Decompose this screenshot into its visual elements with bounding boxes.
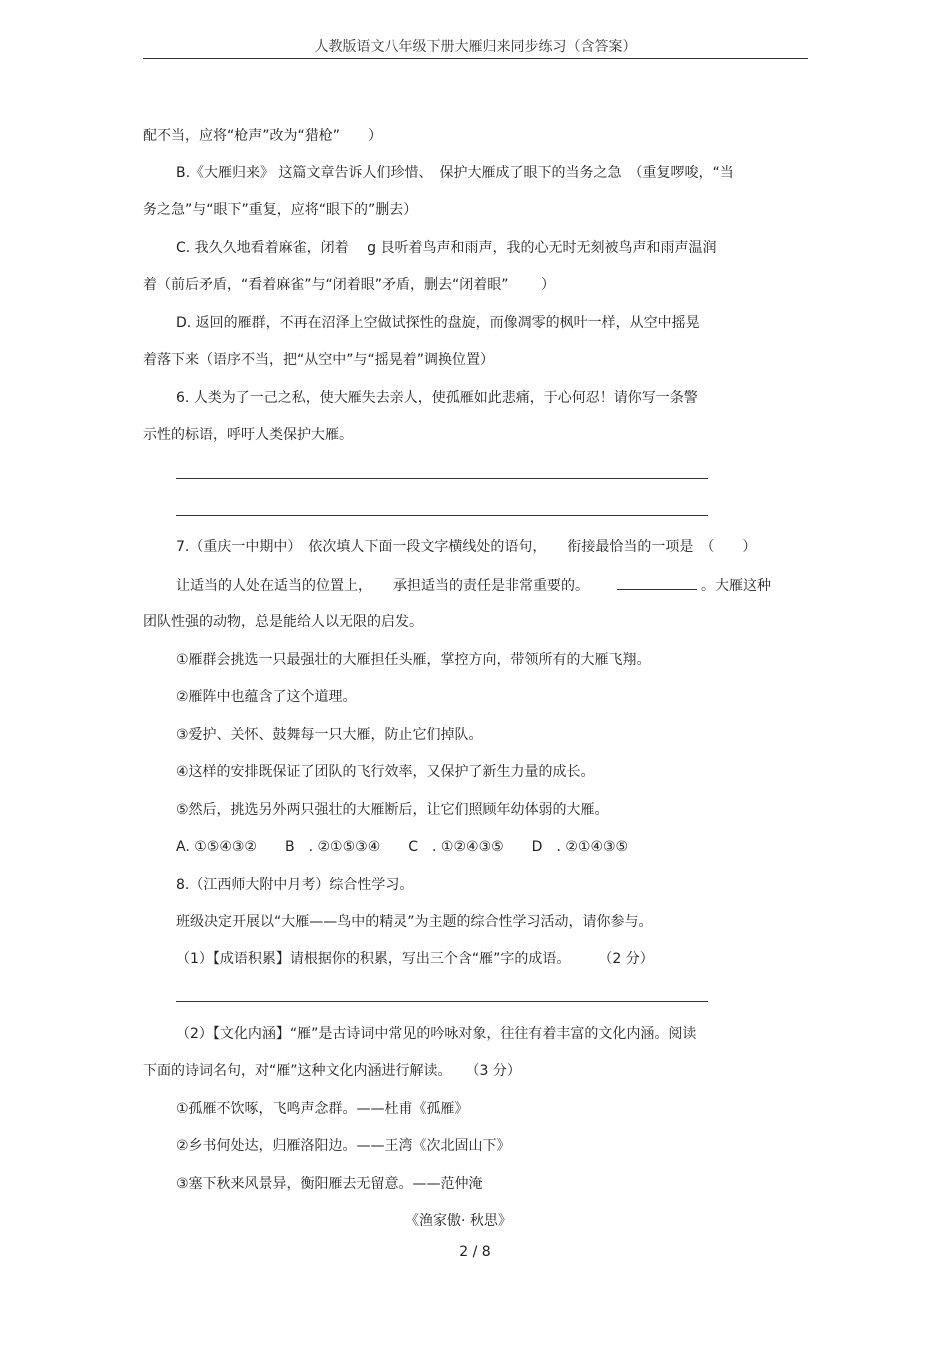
- text-line: 着（前后矛盾，“看着麻雀”与“闭着眼”矛盾，删去“闭着眼” ）: [143, 277, 555, 293]
- text-line: 团队性强的动物，总是能给人以无限的启发。: [143, 614, 423, 630]
- text-line: 班级决定开展以“大雁——鸟中的精灵”为主题的综合性学习活动，请你参与。: [176, 914, 653, 930]
- passage-text: 让适当的人处在适当的位置上， 承担适当的责任是非常重要的。: [176, 578, 589, 594]
- sentence-2: ②雁阵中也蕴含了这个道理。: [176, 689, 357, 705]
- text-line: 着落下来（语序不当，把“从空中”与“摇晃着”调换位置）: [143, 352, 495, 368]
- text-line: 示性的标语，呼吁人类保护大雁。: [143, 427, 353, 443]
- poem-line-2: ②乡书何处达，归雁洛阳边。——王湾《次北固山下》: [176, 1138, 511, 1154]
- question-8-2: （2）【文化内涵】“雁”是古诗词中常见的吟咏对象，往往有着丰富的文化内涵。阅读: [176, 1026, 697, 1042]
- text-line: 配不当，应将“枪声”改为“猎枪” ）: [143, 128, 383, 144]
- page-number: 2 / 8: [459, 1244, 491, 1260]
- sentence-5: ⑤然后，挑选另外两只强壮的大雁断后，让它们照顾年幼体弱的大雁。: [176, 802, 609, 818]
- page-header-title: 人教版语文八年级下册大雁归来同步练习（含答案）: [314, 39, 637, 55]
- option-b: B.《大雁归来》 这篇文章告诉人们珍惜、 保护大雁成了眼下的当务之急 （重复啰唆，“当: [176, 165, 734, 181]
- text-line: 下面的诗词名句，对“雁”这种文化内涵进行解读。 （3 分）: [143, 1063, 521, 1079]
- text-line: 务之急”与“眼下”重复，应将“眼下的”删去）: [143, 202, 418, 218]
- question-8-1: （1）【成语积累】请根据你的积累，写出三个含“雁”字的成语。 （2 分）: [176, 951, 654, 967]
- sentence-4: ④这样的安排既保证了团队的飞行效率，又保护了新生力量的成长。: [176, 764, 595, 780]
- header-rule: [143, 58, 808, 59]
- answer-blank-line: [176, 515, 708, 516]
- question-6: 6. 人类为了一己之私，使大雁失去亲人，使孤雁如此悲痛，于心何忍！请你写一条警: [176, 390, 698, 406]
- answer-blank-line: [176, 478, 708, 479]
- poem-title: 《渔家傲· 秋思》: [405, 1213, 512, 1229]
- question-7-passage: [176, 575, 771, 596]
- sentence-1: ①雁群会挑选一只最强壮的大雁担任头雁，掌控方向，带领所有的大雁飞翔。: [176, 652, 651, 668]
- sentence-3: ③爱护、关怀、鼓舞每一只大雁，防止它们掉队。: [176, 727, 483, 743]
- question-7: 7.（重庆一中期中） 依次填人下面一段文字横线处的语句， 衔接最恰当的一项是 （ ）: [176, 539, 757, 555]
- passage-text: 。大雁这种: [701, 578, 771, 594]
- question-8: 8.（江西师大附中月考）综合性学习。: [176, 877, 414, 893]
- poem-line-3: ③塞下秋来风景异，衡阳雁去无留意。——范仲淹: [176, 1176, 483, 1192]
- option-c: C. 我久久地看着麻雀，闭着 g 艮听着鸟声和雨声，我的心无时无刻被鸟声和雨声温润: [176, 240, 717, 256]
- answer-blank-line: [176, 1001, 708, 1002]
- option-d: D. 返回的雁群，不再在沼泽上空做试探性的盘旋，而像凋零的枫叶一样，从空中摇晃: [176, 315, 700, 331]
- answer-options: A. ①⑤④③② B . ②①⑤③④ C . ①②④③⑤ D . ②①④③⑤: [176, 839, 629, 855]
- fill-in-blank: [617, 575, 697, 590]
- poem-line-1: ①孤雁不饮啄，飞鸣声念群。——杜甫《孤雁》: [176, 1101, 469, 1117]
